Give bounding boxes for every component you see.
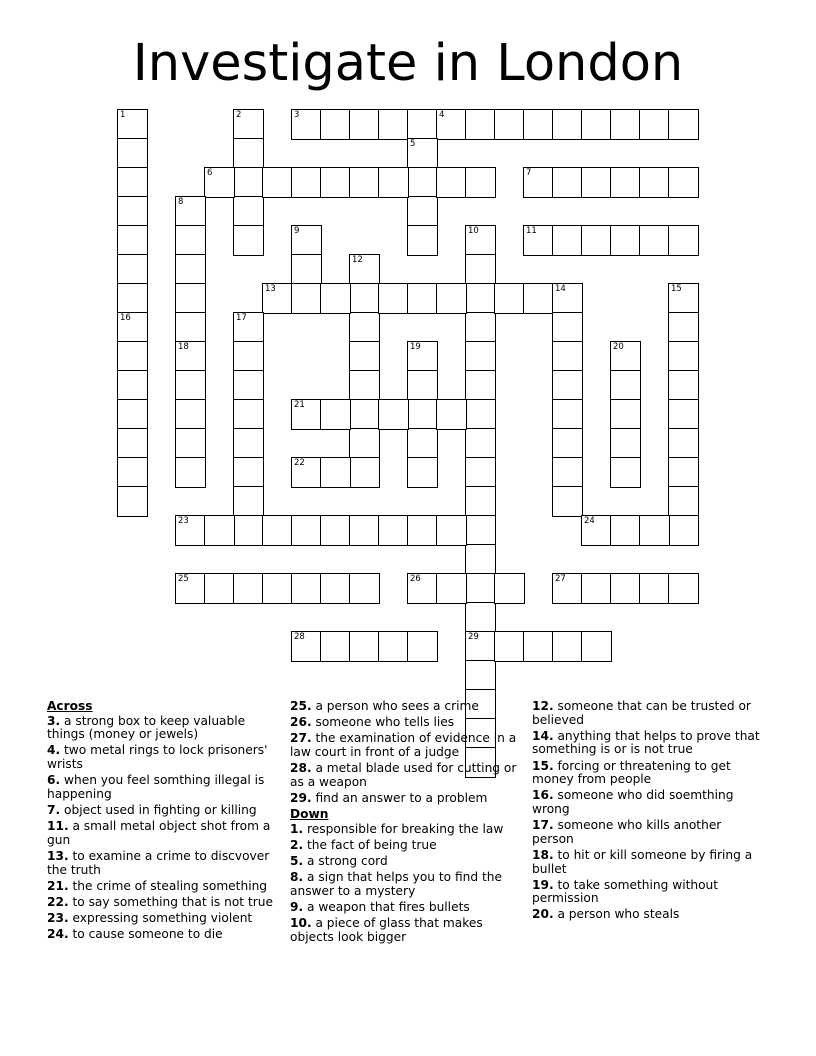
crossword-cell[interactable] [581,573,612,604]
clue-text: to take something without permission [532,877,719,906]
crossword-cell[interactable] [610,109,641,140]
crossword-cell[interactable] [552,370,583,401]
crossword-cell[interactable] [407,225,438,256]
crossword-cell[interactable] [610,399,641,430]
crossword-cell[interactable] [639,167,670,198]
down-clue [290,901,522,915]
clue-text: anything that helps to prove that something is or is not true [532,728,760,757]
crossword-cell[interactable] [407,631,438,662]
clue-number-label: 2 [236,110,242,120]
clue-number: 5. [290,854,304,869]
clue-number: 18. [532,847,554,862]
crossword-cell[interactable] [552,341,583,372]
across-clue [47,850,275,877]
crossword-cell[interactable] [233,515,264,546]
down-clue [532,700,764,727]
crossword-cell[interactable] [465,573,496,604]
down-clue [290,871,522,898]
crossword-cell[interactable] [175,428,206,459]
crossword-cell[interactable] [407,428,438,459]
clue-number-label: 12 [352,255,363,265]
crossword-cell[interactable] [378,515,409,546]
clue-number-label: 23 [178,516,189,526]
clue-number-label: 26 [410,574,421,584]
down-clue [532,849,764,876]
crossword-cell[interactable] [407,515,438,546]
crossword-cell[interactable] [349,515,380,546]
clue-number-label: 4 [439,110,445,120]
down-clue [290,917,522,944]
crossword-cell[interactable] [233,341,264,372]
crossword-cell[interactable] [378,631,409,662]
clue-text: a weapon that fires bullets [307,900,470,915]
crossword-cell[interactable] [581,631,612,662]
clue-number-label: 13 [265,284,276,294]
crossword-cell[interactable] [610,225,641,256]
clues-column-3 [532,700,764,925]
crossword-cell[interactable] [668,399,699,430]
down-clue [532,879,764,906]
crossword-cell[interactable] [552,457,583,488]
clue-number: 25. [290,699,312,713]
clue-text: two metal rings to lock prisoners' wrists [47,743,268,771]
clues-column-1 [47,700,275,944]
crossword-cell[interactable] [320,399,351,430]
crossword-cell[interactable] [407,196,438,227]
crossword-cell[interactable] [494,109,525,140]
crossword-cell[interactable] [233,167,264,198]
crossword-cell[interactable] [610,573,641,604]
crossword-cell[interactable] [668,341,699,372]
crossword-cell[interactable] [610,167,641,198]
down-clue [290,839,522,853]
clue-number: 24. [47,927,69,942]
crossword-cell[interactable] [233,138,264,169]
crossword-cell[interactable] [668,428,699,459]
clue-number: 13. [47,848,69,863]
clue-number: 22. [47,894,69,909]
crossword-cell[interactable] [610,457,641,488]
clue-text: someone who tells lies [315,715,455,730]
clue-text: responsible for breaking the law [307,821,504,836]
clue-number: 3. [47,713,61,728]
crossword-cell[interactable] [552,167,583,198]
crossword-cell[interactable] [320,631,351,662]
crossword-cell[interactable] [349,312,380,343]
crossword-cell[interactable] [465,312,496,343]
crossword-cell[interactable] [175,225,206,256]
crossword-cell[interactable] [407,399,438,430]
crossword-cell[interactable] [407,109,438,140]
crossword-cell[interactable] [262,515,293,546]
crossword-cell[interactable] [610,515,641,546]
clue-text: object used in fighting or killing [64,802,257,817]
crossword-cell[interactable] [233,225,264,256]
crossword-cell[interactable] [668,573,699,604]
crossword-cell[interactable] [175,370,206,401]
clue-number-label: 9 [294,226,300,236]
clue-number-label: 28 [294,632,305,642]
crossword-cell[interactable] [465,602,496,633]
down-clue [532,760,764,787]
crossword-cell[interactable] [610,370,641,401]
across-clue [47,928,275,942]
clue-number-label: 11 [526,226,537,236]
clue-text: a strong cord [307,854,388,869]
down-clue [290,855,522,869]
crossword-cell[interactable] [117,283,148,314]
crossword-cell[interactable] [117,254,148,285]
clue-number: 11. [47,819,69,834]
crossword-cell[interactable] [552,225,583,256]
crossword-cell[interactable] [465,167,496,198]
clue-text: the crime of stealing something [72,878,268,893]
across-clue [290,700,522,714]
clue-number: 4. [47,743,61,758]
crossword-cell[interactable] [320,283,351,314]
clue-number: 27. [290,731,312,746]
crossword-cell[interactable] [436,515,467,546]
clue-number-label: 27 [555,574,566,584]
crossword-cell[interactable] [349,109,380,140]
crossword-cell[interactable] [320,515,351,546]
crossword-cell[interactable] [668,370,699,401]
down-clue [532,789,764,816]
across-clue [47,820,275,847]
clue-text: to say something that is not true [72,894,273,909]
crossword-cell[interactable] [639,573,670,604]
clue-text: a piece of glass that makes objects look bigger [290,916,483,944]
crossword-cell[interactable] [349,370,380,401]
crossword-cell[interactable] [262,167,293,198]
clue-text: a person who sees a crime [315,699,479,713]
clue-text: someone who did soemthing wrong [532,788,734,816]
clue-number-label: 10 [468,226,479,236]
across-heading: Across [47,699,93,713]
clue-number: 29. [290,790,312,805]
clue-text: expressing something violent [72,911,253,926]
crossword-cell[interactable] [233,370,264,401]
clue-text: to cause someone to die [72,927,223,942]
crossword-cell[interactable] [465,457,496,488]
clue-text: a person who steals [557,907,680,922]
clue-number: 7. [47,802,61,817]
crossword-cell[interactable] [349,167,380,198]
crossword-cell[interactable] [378,399,409,430]
crossword-cell[interactable] [494,283,525,314]
across-clue [290,762,522,789]
page-title: Investigate in London [132,34,684,93]
clue-text: a metal blade used for cutting or as a weapon [290,761,517,789]
crossword-cell[interactable] [465,660,496,691]
clue-text: a strong box to keep valuable things (money or jewels) [47,713,246,742]
crossword-cell[interactable] [407,283,438,314]
clue-number: 16. [532,788,554,803]
crossword-cell[interactable] [349,341,380,372]
clues-column-2 [290,700,522,947]
crossword-cell[interactable] [117,370,148,401]
crossword-cell[interactable] [668,515,699,546]
crossword-cell[interactable] [436,283,467,314]
clue-number: 6. [47,773,61,788]
clue-number-label: 19 [410,342,421,352]
clue-text: a sign that helps you to find the answer to a mystery [290,870,502,898]
clue-number: 23. [47,911,69,926]
crossword-cell[interactable] [639,515,670,546]
clue-number: 26. [290,715,312,730]
crossword-cell[interactable] [581,225,612,256]
crossword-cell[interactable] [117,486,148,517]
crossword-cell[interactable] [436,573,467,604]
crossword-cell[interactable] [349,457,380,488]
clue-text: a small metal object shot from a gun [47,819,271,847]
across-clue [47,744,275,771]
crossword-cell[interactable] [581,167,612,198]
crossword-cell[interactable] [320,167,351,198]
crossword-cell[interactable] [552,428,583,459]
clue-number: 21. [47,878,69,893]
crossword-cell[interactable] [494,631,525,662]
crossword-cell[interactable] [494,573,525,604]
clue-number: 28. [290,761,312,776]
crossword-cell[interactable] [233,457,264,488]
crossword-cell[interactable] [175,399,206,430]
crossword-cell[interactable] [523,109,554,140]
down-heading: Down [290,807,329,822]
crossword-cell[interactable] [291,515,322,546]
clue-number-label: 25 [178,574,189,584]
clue-number-label: 16 [120,313,131,323]
across-clue [47,774,275,801]
clue-number-label: 5 [410,139,416,149]
clue-number: 19. [532,877,554,892]
clue-number-label: 20 [613,342,624,352]
crossword-cell[interactable] [320,573,351,604]
clue-number-label: 7 [526,168,532,178]
clue-number: 8. [290,870,304,885]
crossword-cell[interactable] [465,341,496,372]
crossword-cell[interactable] [233,573,264,604]
crossword-cell[interactable] [668,457,699,488]
crossword-cell[interactable] [465,544,496,575]
clue-number-label: 1 [120,110,126,120]
across-clue [47,880,275,894]
clue-text: the fact of being true [307,837,437,852]
across-clue [47,912,275,926]
clue-number: 20. [532,907,554,922]
crossword-cell[interactable] [349,283,380,314]
crossword-cell[interactable] [175,457,206,488]
clue-number-label: 22 [294,458,305,468]
clue-number: 12. [532,699,554,713]
crossword-cell[interactable] [117,399,148,430]
crossword-cell[interactable] [320,109,351,140]
across-clue [47,715,275,742]
crossword-cell[interactable] [668,486,699,517]
crossword-cell[interactable] [117,225,148,256]
clue-number-label: 17 [236,313,247,323]
crossword-cell[interactable] [552,399,583,430]
across-clue [290,716,522,730]
crossword-cell[interactable] [349,399,380,430]
across-clue [290,792,522,806]
crossword-cell[interactable] [465,254,496,285]
crossword-cell[interactable] [668,109,699,140]
crossword-cell[interactable] [378,109,409,140]
crossword-cell[interactable] [233,428,264,459]
crossword-cell[interactable] [204,515,235,546]
crossword-cell[interactable] [175,283,206,314]
clue-number: 14. [532,728,554,743]
across-clue [290,732,522,759]
crossword-cell[interactable] [175,254,206,285]
crossword-cell[interactable] [465,515,496,546]
crossword-cell[interactable] [407,167,438,198]
crossword-cell[interactable] [407,457,438,488]
crossword-cell[interactable] [291,283,322,314]
clue-number: 15. [532,758,554,773]
crossword-cell[interactable] [117,138,148,169]
crossword-cell[interactable] [523,283,554,314]
crossword-cell[interactable] [523,631,554,662]
clue-number: 17. [532,818,554,833]
crossword-cell[interactable] [349,631,380,662]
crossword-cell[interactable] [378,283,409,314]
crossword-cell[interactable] [175,312,206,343]
crossword-cell[interactable] [552,312,583,343]
crossword-cell[interactable] [465,399,496,430]
clue-text: someone that can be trusted or believed [532,699,751,727]
crossword-cell[interactable] [668,312,699,343]
crossword-cell[interactable] [117,196,148,227]
clue-number-label: 24 [584,516,595,526]
crossword-cell[interactable] [407,370,438,401]
down-clue [532,819,764,846]
crossword-cell[interactable] [117,428,148,459]
crossword-cell[interactable] [117,167,148,198]
clue-text: the examination of evidence in a law court in front of a judge [290,731,517,759]
crossword-cell[interactable] [117,457,148,488]
clue-number: 1. [290,821,304,836]
clue-number: 10. [290,916,312,931]
crossword-cell[interactable] [436,399,467,430]
across-clue [47,896,275,910]
clue-number-label: 15 [671,284,682,294]
clue-number: 2. [290,837,304,852]
down-clue [532,908,764,922]
crossword-cell[interactable] [204,573,235,604]
crossword-cell[interactable] [668,225,699,256]
clue-text: someone who kills another person [532,818,722,846]
clue-number-label: 14 [555,284,566,294]
clue-text: find an answer to a problem [315,790,488,805]
crossword-cell[interactable] [117,341,148,372]
crossword-cell[interactable] [552,486,583,517]
crossword-cell[interactable] [320,457,351,488]
clue-number-label: 3 [294,110,300,120]
clue-text: forcing or threatening to get money from people [532,758,731,787]
clue-number: 9. [290,900,304,915]
clue-number-label: 6 [207,168,213,178]
clue-number-label: 21 [294,400,305,410]
crossword-cell[interactable] [668,167,699,198]
down-clue [290,823,522,837]
crossword-cell[interactable] [639,225,670,256]
crossword-cell[interactable] [465,428,496,459]
crossword-cell[interactable] [233,196,264,227]
crossword-cell[interactable] [291,167,322,198]
crossword-cell[interactable] [610,428,641,459]
down-clue [532,730,764,757]
crossword-cell[interactable] [233,399,264,430]
crossword-cell[interactable] [581,109,612,140]
clue-text: to hit or kill someone by firing a bullet [532,847,753,876]
crossword-cell[interactable] [291,254,322,285]
crossword-cell[interactable] [552,631,583,662]
crossword-cell[interactable] [639,109,670,140]
crossword-cell[interactable] [465,486,496,517]
clue-number-label: 8 [178,197,184,207]
clue-number-label: 18 [178,342,189,352]
across-clue [47,804,275,818]
crossword-cell[interactable] [291,573,322,604]
clue-text: to examine a crime to discvover the truth [47,848,270,877]
crossword-cell[interactable] [465,109,496,140]
crossword-cell[interactable] [378,167,409,198]
clue-text: when you feel somthing illegal is happening [47,773,265,801]
crossword-cell[interactable] [552,109,583,140]
crossword-cell[interactable] [465,283,496,314]
crossword-cell[interactable] [349,428,380,459]
crossword-cell[interactable] [436,167,467,198]
crossword-cell[interactable] [349,573,380,604]
crossword-cell[interactable] [465,370,496,401]
crossword-cell[interactable] [233,486,264,517]
crossword-cell[interactable] [262,573,293,604]
clue-number-label: 29 [468,632,479,642]
